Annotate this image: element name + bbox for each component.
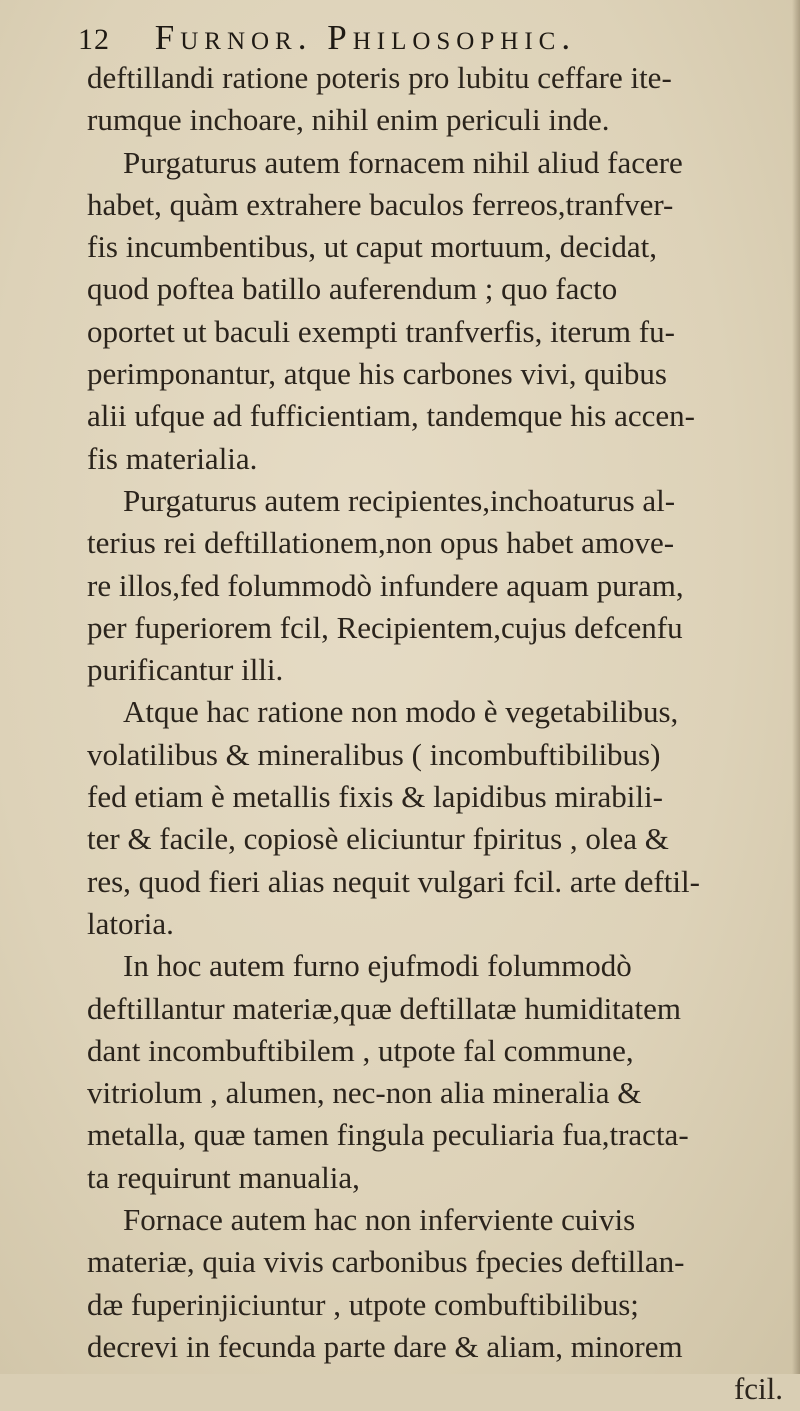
text-line: Purgaturus autem fornacem nihil aliud facere	[123, 144, 683, 180]
text-line: perimponantur, atque his carbones vivi, quibus	[87, 356, 667, 392]
text-line: vitriolum , alumen, nec-non alia mineralia &	[87, 1075, 642, 1111]
page-number: 12	[78, 23, 110, 56]
text-line: dant incombuftibilem , utpote fal commune,	[87, 1032, 634, 1068]
text-line: ter & facile, copiosè eliciuntur fpiritus , olea &	[87, 821, 669, 857]
text-line: latoria.	[87, 905, 174, 941]
text-line: materiæ, quia vivis carbonibus fpecies deftillan-	[87, 1244, 685, 1280]
text-line: fed etiam è metallis fixis & lapidibus mirabili-	[87, 779, 663, 815]
catchword: fcil.	[733, 1371, 783, 1407]
running-title: Furnor. Philosophic.	[154, 18, 577, 57]
page-header	[78, 16, 718, 60]
body-text	[87, 57, 789, 1411]
page-edge-shadow	[792, 0, 800, 1374]
text-line: Fornace autem hac non inferviente cuivis	[123, 1202, 636, 1238]
text-line: habet, quàm extrahere baculos ferreos,tranfver-	[87, 186, 674, 222]
text-line: ta requirunt manualia,	[87, 1159, 360, 1195]
text-line: In hoc autem furno ejufmodi folummodò	[123, 948, 632, 984]
text-line: dæ fuperinjiciuntur , utpote combuftibilibus;	[87, 1286, 639, 1322]
text-line: rumque inchoare, nihil enim periculi inde.	[87, 102, 610, 138]
text-line: Atque hac ratione non modo è vegetabilibus,	[123, 694, 679, 730]
text-line: oportet ut baculi exempti tranfverfis, iterum fu-	[87, 313, 675, 349]
text-line: res, quod fieri alias nequit vulgari fcil. arte deftil-	[87, 863, 700, 899]
text-line: Purgaturus autem recipientes,inchoaturus al-	[123, 482, 676, 518]
text-line: fis incumbentibus, ut caput mortuum, decidat,	[87, 229, 657, 265]
text-line: re illos,fed folummodò infundere aquam puram,	[87, 567, 684, 603]
text-line: purificantur illi.	[87, 652, 284, 688]
text-line: volatilibus & mineralibus ( incombuftibilibus)	[87, 736, 661, 772]
text-line: quod poftea batillo auferendum ; quo facto	[87, 271, 618, 307]
text-line: alii ufque ad fufficientiam, tandemque his accen-	[87, 398, 695, 434]
text-line: terius rei deftillationem,non opus habet amove-	[87, 525, 675, 561]
text-line: deftillandi ratione poteris pro lubitu ceffare ite-	[87, 60, 672, 95]
text-line: metalla, quæ tamen fingula peculiaria fua,tracta-	[87, 1117, 689, 1153]
text-line: fis materialia.	[87, 440, 258, 476]
text-line: decrevi in fecunda parte dare & aliam, minorem	[87, 1328, 683, 1364]
text-line: deftillantur materiæ,quæ deftillatæ humiditatem	[87, 990, 682, 1026]
text-line: per fuperiorem fcil, Recipientem,cujus defcenfu	[87, 609, 683, 645]
